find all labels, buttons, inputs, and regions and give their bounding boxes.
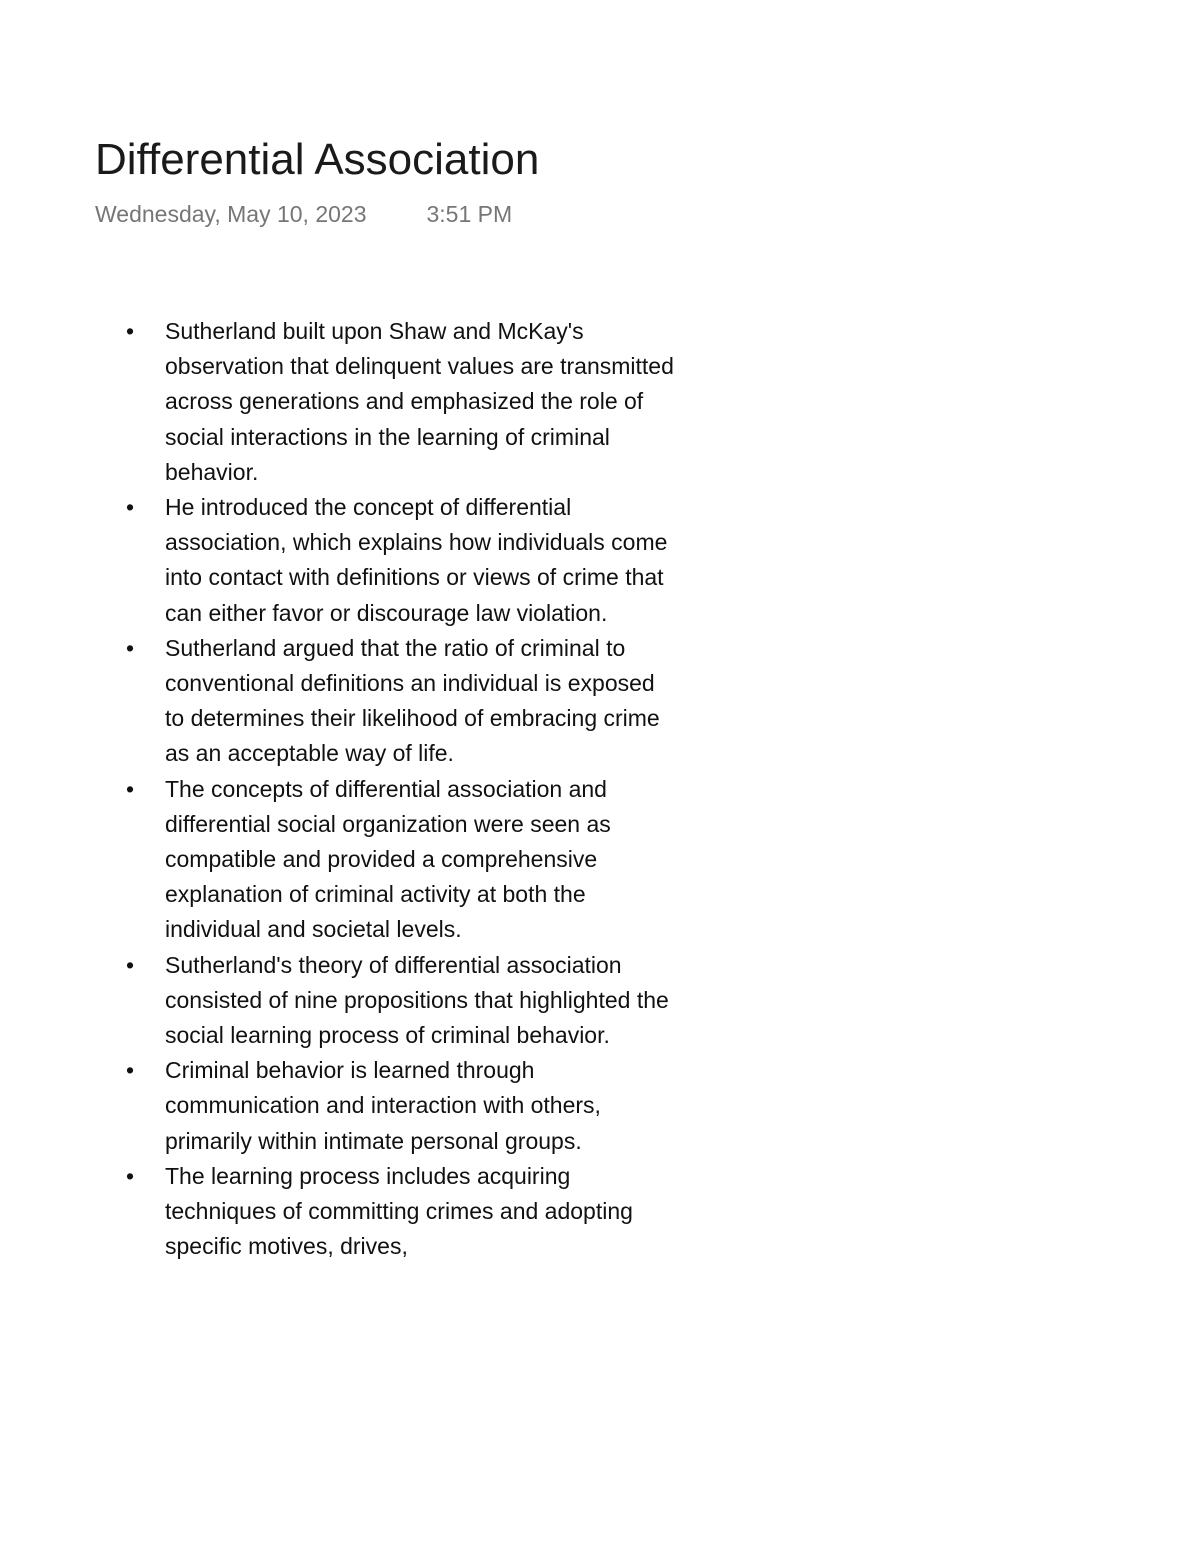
list-item (120, 772, 680, 948)
bullet-icon: • (125, 1057, 135, 1084)
list-item-text: Sutherland argued that the ratio of criminal to conventional definitions an individual is exposed to determines their likelihood of embracing crime as an acceptable way of life. (165, 634, 660, 767)
list-item (120, 948, 680, 1054)
bullet-icon: • (125, 634, 135, 661)
page-timestamp (95, 199, 512, 229)
notes-list (120, 314, 680, 1264)
bullet-icon: • (125, 951, 135, 978)
list-item (120, 631, 680, 772)
list-item (120, 314, 680, 490)
list-item-text: Sutherland's theory of differential association consisted of nine propositions that highlighted the social learning process of criminal behavior. (165, 951, 669, 1049)
bullet-icon: • (125, 318, 135, 344)
list-item-text: He introduced the concept of differential association, which explains how individuals come into contact with definitions or views of crime that can either favor or discourage law violation. (165, 494, 668, 626)
bullet-icon: • (125, 775, 135, 802)
bullet-icon: • (125, 494, 135, 521)
list-item-text: Criminal behavior is learned through communication and interaction with others, primarily within intimate personal groups. (165, 1057, 601, 1154)
list-item-text: The concepts of differential association and differential social organization were seen as compatible and provided a comprehensive explanation of criminal activity at both the individual and societal levels. (165, 775, 611, 943)
list-item-text: The learning process includes acquiring techniques of committing crimes and adopting specific motives, drives, (165, 1162, 633, 1260)
page-date: Wednesday, May 10, 2023 (95, 201, 367, 227)
page-title: Differential Association (95, 135, 540, 184)
list-item (120, 1053, 680, 1159)
bullet-icon: • (125, 1162, 135, 1189)
list-item (120, 490, 680, 631)
list-item-text: Sutherland built upon Shaw and McKay's observation that delinquent values are transmitted across generations and emphasized the role of social interactions in the learning of criminal behavior. (165, 318, 674, 485)
list-item (120, 1159, 680, 1265)
page-time: 3:51 PM (426, 201, 513, 227)
